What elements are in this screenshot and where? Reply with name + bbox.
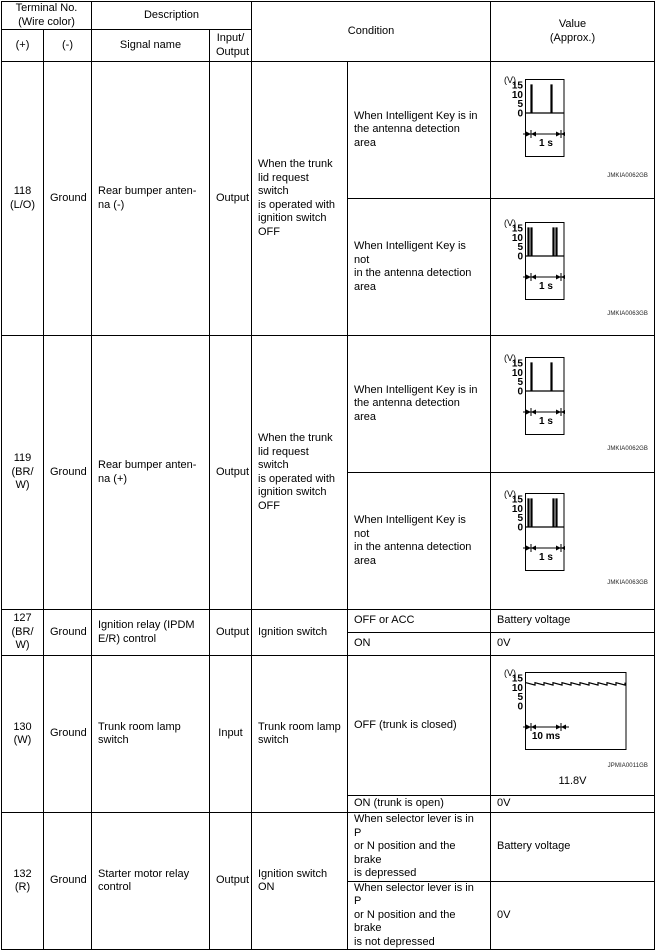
condition-cell: When the trunk lid request switch is operated with ignition switch OFF <box>252 62 348 336</box>
terminal-cell: 127 (BR/ W) <box>2 610 44 656</box>
signal-trace <box>526 683 625 685</box>
dimension-arrow-icon <box>556 132 561 137</box>
waveform-cell <box>491 336 655 473</box>
y-tick-label: 15 <box>511 80 524 92</box>
y-tick-label: 0 <box>517 701 524 713</box>
time-span-label: 1 s <box>539 138 553 149</box>
dimension-arrow-icon <box>526 546 531 551</box>
waveform-cell <box>491 62 655 199</box>
value-cell: Battery voltage <box>491 610 655 633</box>
terminal-cell: 119 (BR/ W) <box>2 336 44 610</box>
sub-condition-cell: When Intelligent Key is in the antenna detection area <box>348 336 491 473</box>
table-row <box>2 610 655 633</box>
dimension-arrow-icon <box>531 410 536 415</box>
header-plus: (+) <box>2 30 44 62</box>
signal-name-cell: Trunk room lamp switch <box>92 656 210 813</box>
y-tick-label: 10 <box>511 682 524 694</box>
condition-cell: When the trunk lid request switch is operated with ignition switch OFF <box>252 336 348 610</box>
io-cell: Output <box>210 62 252 336</box>
value-cell: 0V <box>491 881 655 950</box>
dimension-arrow-icon <box>556 275 561 280</box>
y-tick-label: 10 <box>511 367 524 379</box>
ground-cell: Ground <box>44 62 92 336</box>
figure-code: JMKIA0062GB <box>607 173 649 179</box>
dimension-arrow-icon <box>526 132 531 137</box>
header-input-output: Input/ Output <box>210 30 252 62</box>
sub-condition-cell: When Intelligent Key is not in the antenna detection area <box>348 199 491 336</box>
y-tick-label: 5 <box>517 242 524 254</box>
figure-code: JMKIA0062GB <box>607 446 649 452</box>
value-cell: 0V <box>491 633 655 656</box>
io-cell: Output <box>210 813 252 950</box>
y-axis-unit: (V) <box>504 76 517 85</box>
y-tick-label: 5 <box>517 377 524 389</box>
header-terminal-no: Terminal No. (Wire color) <box>2 2 92 30</box>
signal-name-cell: Ignition relay (IPDM E/R) control <box>92 610 210 656</box>
y-tick-label: 5 <box>517 513 524 525</box>
sub-condition-cell: When selector lever is in P or N position and the brake is depressed <box>348 813 491 882</box>
value-cell: 0V <box>491 796 655 813</box>
waveform-cell <box>491 656 655 796</box>
pulse-waveform-graph <box>503 76 565 168</box>
y-tick-label: 10 <box>511 232 524 244</box>
burst-waveform-graph <box>503 490 565 582</box>
condition-cell: Ignition switch <box>252 610 348 656</box>
dimension-arrow-icon <box>526 275 531 280</box>
signal-trace <box>526 499 564 527</box>
y-axis-unit: (V) <box>504 219 517 228</box>
io-cell: Output <box>210 610 252 656</box>
dimension-arrow-icon <box>526 725 531 730</box>
dimension-arrow-icon <box>556 725 561 730</box>
table-row <box>2 336 655 473</box>
signal-trace <box>526 228 564 256</box>
waveform-cell <box>491 199 655 336</box>
signal-name-cell: Rear bumper anten- na (+) <box>92 336 210 610</box>
signal-trace <box>526 85 564 113</box>
sub-condition-cell: When selector lever is in P or N position and the brake is not depressed <box>348 881 491 950</box>
terminal-cell: 130 (W) <box>2 656 44 813</box>
y-tick-label: 0 <box>517 108 524 120</box>
y-tick-label: 15 <box>511 358 524 370</box>
dimension-arrow-icon <box>556 410 561 415</box>
time-span-label: 1 s <box>539 552 553 563</box>
y-axis-unit: (V) <box>504 354 517 363</box>
voltage-value: 11.8V <box>558 775 587 787</box>
figure-code: JMKIA0063GB <box>607 311 649 317</box>
time-span-label: 10 ms <box>531 731 561 742</box>
io-cell: Input <box>210 656 252 813</box>
ground-cell: Ground <box>44 656 92 813</box>
sawtooth-waveform-graph <box>503 669 627 761</box>
sub-condition-cell: When Intelligent Key is in the antenna detection area <box>348 62 491 199</box>
ground-cell: Ground <box>44 813 92 950</box>
ground-cell: Ground <box>44 610 92 656</box>
y-tick-label: 10 <box>511 503 524 515</box>
y-tick-label: 5 <box>517 692 524 704</box>
signal-name-cell: Starter motor relay control <box>92 813 210 950</box>
pulse-waveform-graph <box>503 354 565 446</box>
signal-trace <box>526 363 564 391</box>
y-tick-label: 15 <box>511 494 524 506</box>
dimension-arrow-icon <box>531 132 536 137</box>
time-span-label: 1 s <box>539 281 553 292</box>
dimension-arrow-icon <box>556 546 561 551</box>
header-description: Description <box>92 2 252 30</box>
dimension-arrow-icon <box>531 546 536 551</box>
table-row <box>2 62 655 199</box>
condition-cell: Ignition switch ON <box>252 813 348 950</box>
dimension-arrow-icon <box>526 410 531 415</box>
y-tick-label: 5 <box>517 99 524 111</box>
time-span-label: 1 s <box>539 416 553 427</box>
terminal-cell: 132 (R) <box>2 813 44 950</box>
header-value: Value (Approx.) <box>491 2 655 62</box>
value-cell: Battery voltage <box>491 813 655 882</box>
y-tick-label: 0 <box>517 251 524 263</box>
y-tick-label: 0 <box>517 386 524 398</box>
sub-condition-cell: ON <box>348 633 491 656</box>
y-axis-unit: (V) <box>504 490 517 499</box>
y-tick-label: 10 <box>511 89 524 101</box>
y-tick-label: 0 <box>517 522 524 534</box>
table-row <box>2 656 655 796</box>
header-condition: Condition <box>252 2 491 62</box>
sub-condition-cell: When Intelligent Key is not in the antenna detection area <box>348 473 491 610</box>
dimension-arrow-icon <box>531 725 536 730</box>
figure-code: JPMIA0011GB <box>607 763 649 769</box>
y-tick-label: 15 <box>511 223 524 235</box>
terminal-spec-table <box>1 1 655 950</box>
sub-condition-cell: OFF (trunk is closed) <box>348 656 491 796</box>
sub-condition-cell: ON (trunk is open) <box>348 796 491 813</box>
y-tick-label: 15 <box>511 673 524 685</box>
sub-condition-cell: OFF or ACC <box>348 610 491 633</box>
io-cell: Output <box>210 336 252 610</box>
condition-cell: Trunk room lamp switch <box>252 656 348 813</box>
dimension-arrow-icon <box>561 725 566 730</box>
header-minus: (-) <box>44 30 92 62</box>
signal-name-cell: Rear bumper anten- na (-) <box>92 62 210 336</box>
figure-code: JMKIA0063GB <box>607 580 649 586</box>
table-row <box>2 813 655 882</box>
ground-cell: Ground <box>44 336 92 610</box>
y-axis-unit: (V) <box>504 669 517 678</box>
dimension-arrow-icon <box>531 275 536 280</box>
terminal-cell: 118 (L/O) <box>2 62 44 336</box>
waveform-cell <box>491 473 655 610</box>
header-signal-name: Signal name <box>92 30 210 62</box>
burst-waveform-graph <box>503 219 565 311</box>
